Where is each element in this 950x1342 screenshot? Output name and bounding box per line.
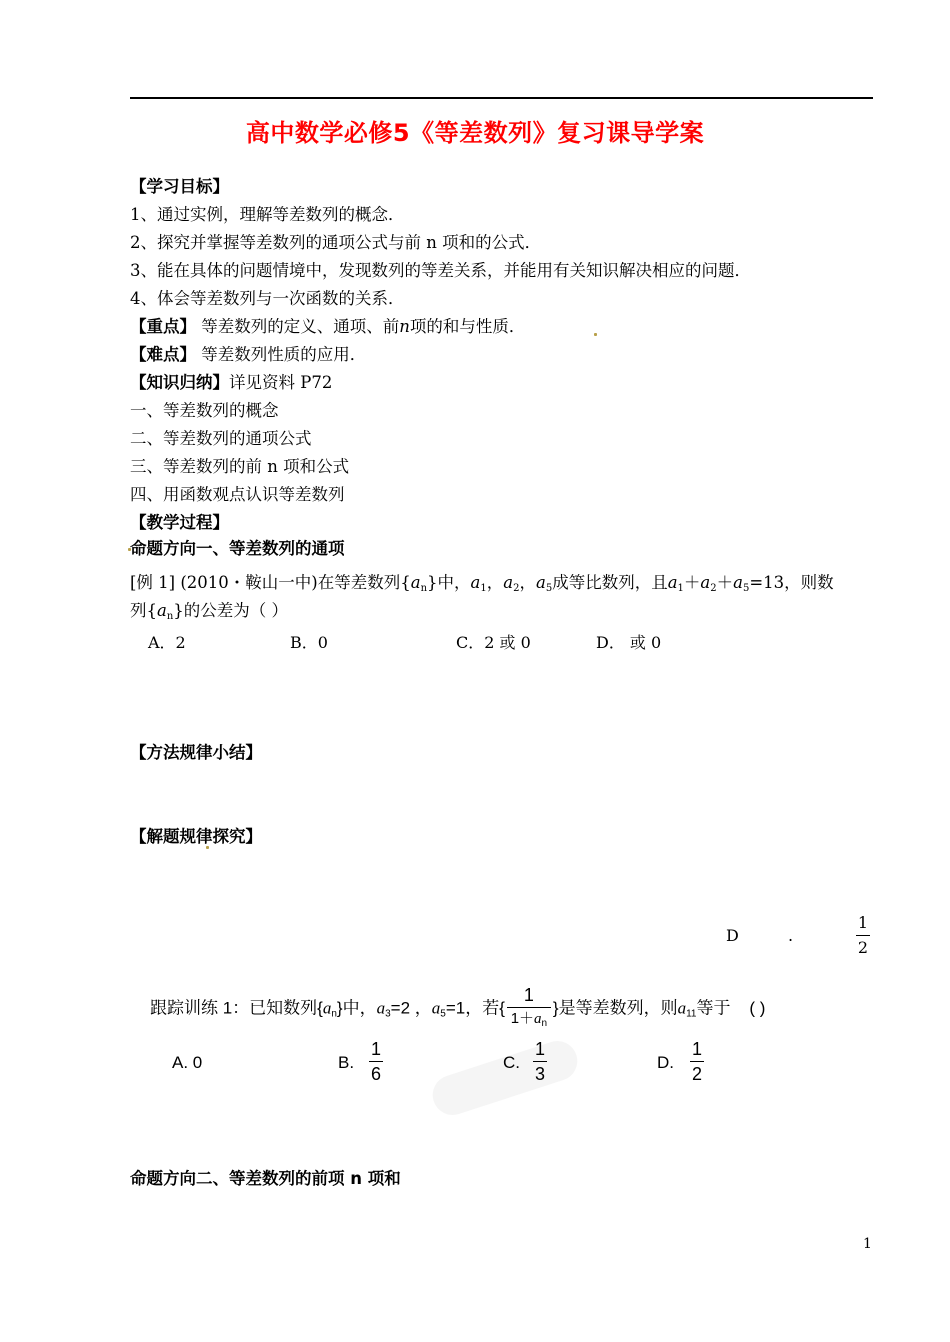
problem-solving-heading: 【解题规律探究】 — [130, 827, 262, 846]
knowledge-item-3: 三、等差数列的前 n 项和公式 — [130, 457, 350, 476]
header-rule — [130, 97, 873, 99]
document-title: 高中数学必修5《等差数列》复习课导学案 — [245, 119, 705, 147]
knowledge — [130, 372, 332, 394]
exercise-1-fraction: 1 $1+a_n$ — [507, 985, 551, 1033]
difficult-points — [130, 344, 366, 366]
exercise-1-option-b-label: B. — [338, 1053, 355, 1072]
stray-period: . — [788, 926, 794, 945]
exercise-1-question: 跟踪训练 1：已知数列$\{a_n\}$中，$a_3=2$ ，$a_5=1$，若{ 1 $1+a_n$ }是等差数列，则$a_{11}$等于 ( ) — [150, 985, 765, 1033]
teaching-process-heading: 【教学过程】 — [130, 513, 229, 532]
key-points-text-b: 项的和与性质． — [409, 317, 526, 336]
stray-dot — [206, 846, 209, 849]
objectives-heading: 【学习目标】 — [130, 177, 229, 196]
example-1-line-1: [例 1] (2010・鞍山一中)在等差数列$\{a_n\}$中，$a_1$，$a_2$，$a_5$成等比数列，且$a_1+a_2+a_5=13$，则数 — [130, 573, 834, 594]
example-1-line-2: 列$\{a_n\}$的公差为（ ） — [130, 601, 289, 622]
stray-d-label: D — [726, 926, 739, 945]
watermark — [427, 1036, 582, 1120]
example-1-option-c: C．2 或 0 — [456, 633, 531, 652]
knowledge-item-4: 四、用函数观点认识等差数列 — [130, 485, 345, 504]
exercise-1-option-c-label: C. — [503, 1053, 520, 1072]
knowledge-text: 详见资料 P72 — [229, 373, 333, 392]
direction-2-heading: 命题方向二、等差数列的前项 n 项和 — [130, 1169, 401, 1188]
example-1-option-b: B．0 — [290, 633, 328, 652]
key-points — [130, 316, 525, 338]
objective-3: 3、能在具体的问题情境中，发现数列的等差关系，并能用有关知识解决相应的问题． — [130, 261, 751, 280]
key-points-n: n — [399, 317, 410, 336]
key-points-label: 【重点】 — [130, 317, 196, 336]
key-points-text-a: 等差数列的定义、通项、前 — [201, 317, 400, 336]
stray-fraction: 1 2 — [857, 913, 869, 957]
page-number: 1 — [863, 1236, 872, 1252]
exercise-1-option-d-label: D. — [657, 1053, 674, 1072]
knowledge-item-2: 二、等差数列的通项公式 — [130, 429, 312, 448]
direction-1-heading: 命题方向一、等差数列的通项 — [130, 539, 345, 558]
stray-dot — [594, 333, 597, 336]
exercise-1-option-b-fraction: 1 6 — [370, 1039, 381, 1084]
exercise-1-option-a: A. 0 — [172, 1053, 203, 1072]
method-summary-heading: 【方法规律小结】 — [130, 743, 262, 762]
objective-4: 4、体会等差数列与一次函数的关系． — [130, 289, 405, 308]
exercise-1-option-c-fraction: 1 3 — [534, 1039, 545, 1084]
objective-1: 1、通过实例，理解等差数列的概念． — [130, 205, 405, 224]
difficult-points-text: 等差数列性质的应用． — [201, 345, 367, 364]
objective-2: 2、探究并掌握等差数列的通项公式与前 n 项和的公式． — [130, 233, 542, 252]
example-1-option-a: A．2 — [148, 633, 186, 652]
difficult-points-label: 【难点】 — [130, 345, 196, 364]
knowledge-label: 【知识归纳】 — [130, 373, 229, 392]
knowledge-item-1: 一、等差数列的概念 — [130, 401, 279, 420]
exercise-1-option-d-fraction: 1 2 — [691, 1039, 702, 1084]
example-1-option-d: D． 或 0 — [596, 633, 662, 652]
